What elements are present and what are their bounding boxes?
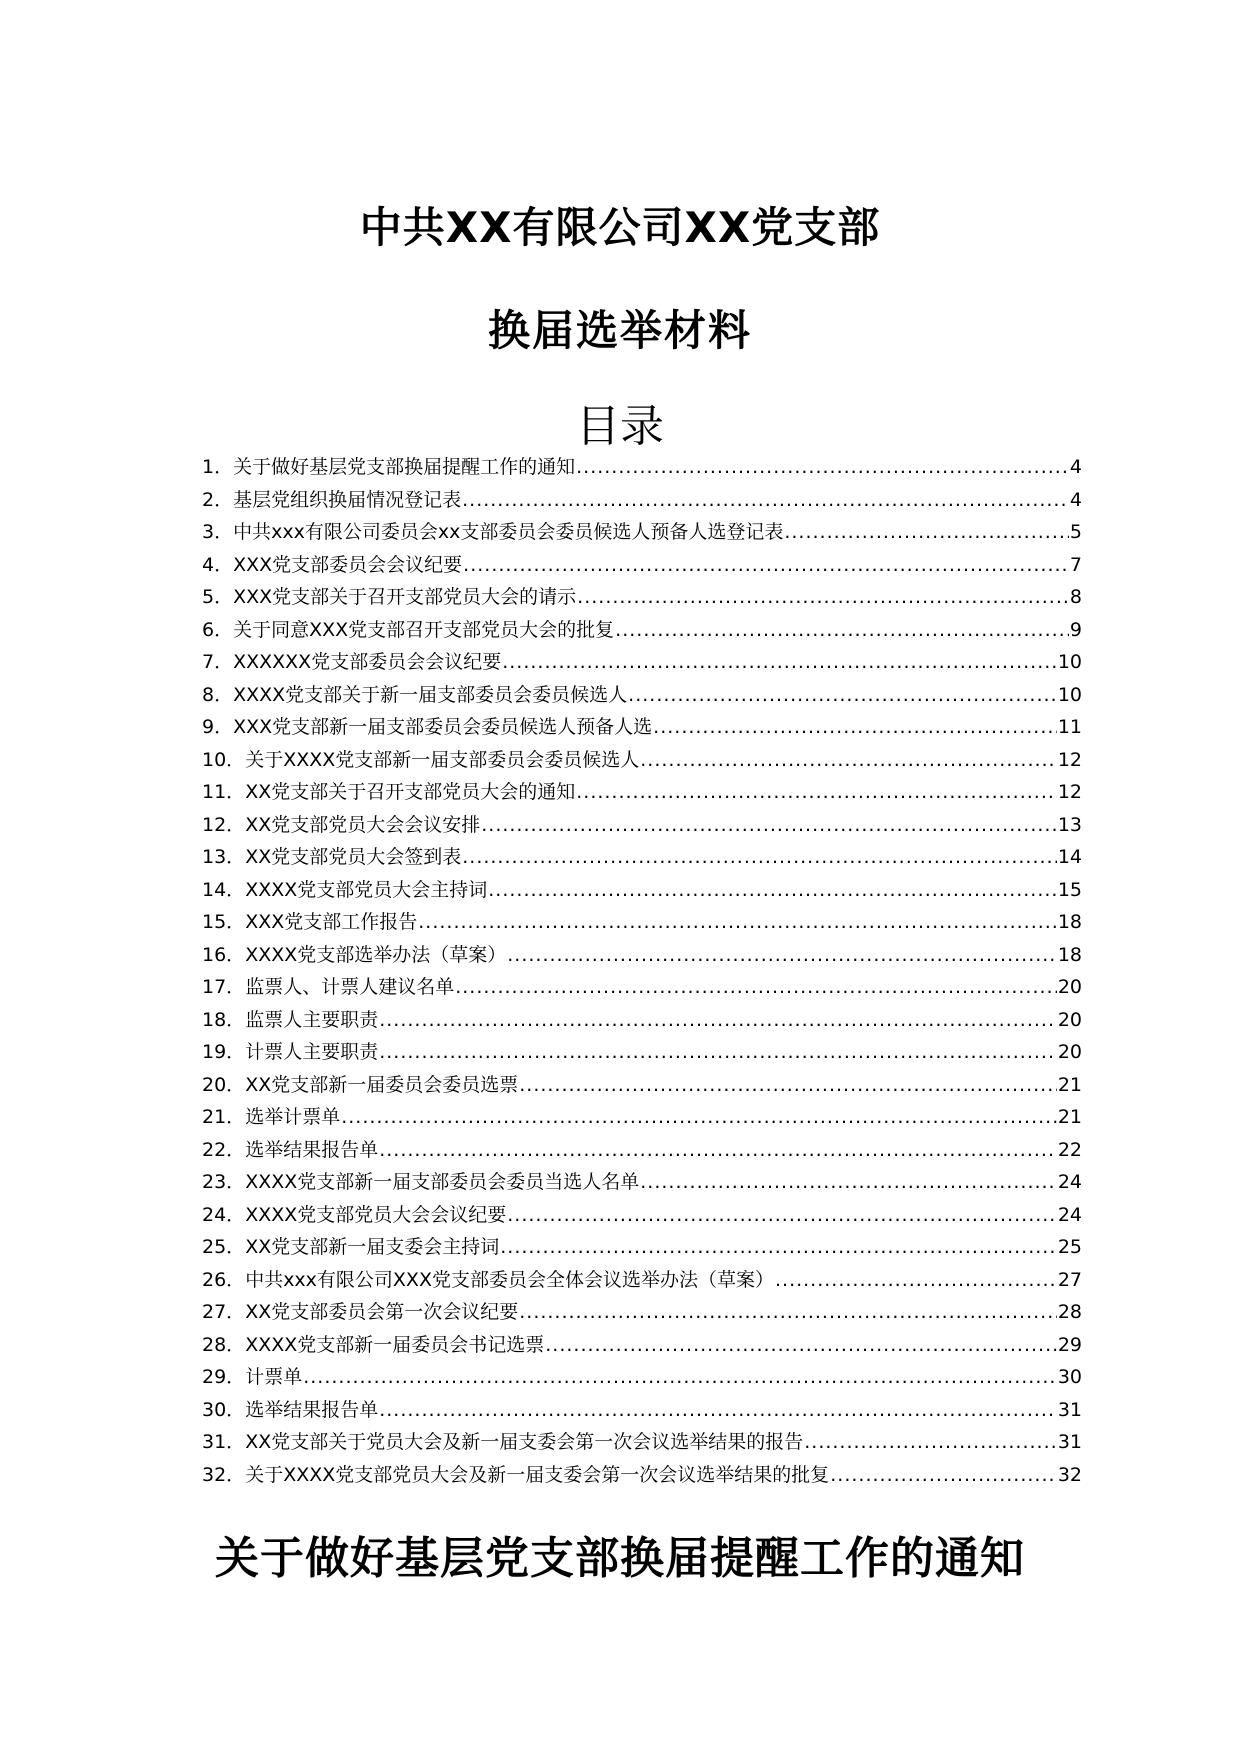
toc-leader-dots (418, 906, 1057, 939)
toc-entry-text (202, 841, 461, 874)
toc-entry-page-number: 10 (1057, 651, 1082, 673)
toc-entry-page-number: 18 (1057, 943, 1082, 966)
toc-entry-label: 选举计票单 (245, 1106, 341, 1128)
toc-leader-dots (628, 679, 1057, 712)
toc-entry-text (202, 1329, 544, 1362)
toc-entry-label: XXXX党支部党员大会会议纪要 (245, 1203, 507, 1226)
toc-entry-label: 计票人主要职责 (245, 1041, 379, 1063)
toc-entry-page-number: 5 (1069, 521, 1082, 543)
toc-entry-page-number: 20 (1057, 1041, 1082, 1063)
toc-leader-dots (379, 1004, 1057, 1037)
section-heading: 关于做好基层党支部换届提醒工作的通知 (215, 1533, 1025, 1584)
toc-entry-page-number: 8 (1069, 586, 1082, 608)
toc-leader-dots (502, 646, 1057, 679)
toc-leader-dots (379, 1394, 1057, 1427)
toc-leader-dots (507, 1199, 1057, 1232)
toc-leader-dots (455, 971, 1057, 1004)
toc-entry-number: 32． (202, 1463, 246, 1486)
toc-leader-dots (784, 516, 1069, 549)
toc-entry-page-number: 7 (1069, 553, 1082, 576)
toc-entry-label: XX党支部新一届支委会主持词 (245, 1236, 500, 1258)
toc-entry-label: 基层党组织换届情况登记表 (233, 488, 462, 511)
toc-entry-label: 中共xxx有限公司XXX党支部委员会全体会议选举办法（草案） (245, 1268, 774, 1291)
toc-entry-text (202, 1036, 378, 1069)
toc-entry-text (202, 451, 575, 484)
toc-entry[interactable] (202, 1101, 1082, 1134)
toc-entry-text (202, 1264, 774, 1297)
toc-entry-page-number: 32 (1057, 1463, 1082, 1486)
toc-entry-page-number: 27 (1057, 1268, 1082, 1291)
toc-leader-dots (341, 1101, 1057, 1134)
toc-entry-label: XXX党支部工作报告 (245, 911, 418, 933)
toc-entry-page-number: 10 (1057, 683, 1082, 706)
toc-leader-dots (576, 451, 1069, 484)
table-of-contents (202, 451, 1082, 1491)
toc-entry[interactable] (202, 516, 1082, 549)
toc-entry-text (202, 1069, 518, 1102)
toc-entry-number: 3． (202, 521, 234, 543)
toc-entry-page-number: 22 (1057, 1138, 1082, 1161)
toc-entry-number: 6． (202, 618, 234, 641)
toc-entry-text (202, 711, 652, 744)
toc-entry-label: XX党支部关于召开支部党员大会的通知 (245, 781, 576, 803)
toc-entry-label: XX党支部党员大会签到表 (245, 846, 462, 868)
toc-entry-number: 19． (202, 1041, 246, 1063)
toc-entry-text (202, 516, 783, 549)
toc-entry-text (202, 874, 487, 907)
toc-entry-text (202, 776, 575, 809)
toc-entry-number: 16． (202, 943, 246, 966)
toc-entry-label: XXX党支部新一届支部委员会委员候选人预备人选 (233, 716, 653, 738)
toc-entry-text (202, 1134, 378, 1167)
toc-entry-label: 选举结果报告单 (245, 1398, 379, 1421)
toc-entry-label: XX党支部关于党员大会及新一届支委会第一次会议选举结果的报告 (245, 1431, 804, 1453)
toc-entry-label: 关于XXXX党支部新一届支部委员会委员候选人 (245, 748, 640, 771)
toc-entry-text (202, 1296, 518, 1329)
toc-leader-dots (303, 1361, 1057, 1394)
toc-entry-page-number: 24 (1057, 1203, 1082, 1226)
toc-entry[interactable] (202, 1264, 1082, 1297)
toc-entry[interactable] (202, 679, 1082, 712)
toc-entry[interactable] (202, 744, 1082, 777)
toc-leader-dots (379, 1134, 1057, 1167)
toc-entry-number: 10． (202, 748, 246, 771)
toc-entry-number: 26． (202, 1268, 246, 1291)
toc-leader-dots (519, 1069, 1057, 1102)
toc-entry[interactable] (202, 1036, 1082, 1069)
toc-entry-label: 选举结果报告单 (245, 1138, 379, 1161)
toc-leader-dots (830, 1459, 1057, 1492)
toc-entry-page-number: 18 (1057, 911, 1082, 933)
toc-entry-label: 关于XXXX党支部党员大会及新一届支委会第一次会议选举结果的批复 (245, 1463, 830, 1486)
toc-entry-number: 31． (202, 1431, 246, 1453)
toc-leader-dots (462, 841, 1057, 874)
toc-leader-dots (640, 744, 1057, 777)
toc-entry-text (202, 1361, 302, 1394)
toc-leader-dots (379, 1036, 1057, 1069)
toc-entry[interactable] (202, 484, 1082, 517)
toc-entry-label: XX党支部党员大会会议安排 (245, 813, 481, 836)
toc-entry-number: 22． (202, 1138, 246, 1161)
toc-entry-label: XXXX党支部选举办法（草案） (245, 943, 507, 966)
toc-entry-page-number: 15 (1057, 878, 1082, 901)
document-subtitle: 换届选举材料 (487, 306, 752, 355)
toc-entry-label: XXX党支部委员会会议纪要 (233, 553, 463, 576)
toc-entry-text (202, 1199, 506, 1232)
toc-entry[interactable] (202, 1199, 1082, 1232)
toc-entry-number: 1． (202, 456, 234, 478)
toc-entry-text (202, 679, 627, 712)
toc-entry[interactable] (202, 906, 1082, 939)
toc-entry-number: 14． (202, 878, 246, 901)
toc-entry[interactable] (202, 1296, 1082, 1329)
toc-entry[interactable] (202, 809, 1082, 842)
toc-leader-dots (463, 549, 1069, 582)
toc-entry-number: 24． (202, 1203, 246, 1226)
toc-entry[interactable] (202, 1004, 1082, 1037)
toc-entry[interactable] (202, 711, 1082, 744)
toc-entry-label: XXXXXX党支部委员会会议纪要 (233, 651, 502, 673)
toc-entry-page-number: 31 (1057, 1398, 1082, 1421)
toc-entry-text (202, 1426, 803, 1459)
toc-entry-label: XXXX党支部关于新一届支部委员会委员候选人 (233, 683, 628, 706)
toc-entry-page-number: 29 (1057, 1333, 1082, 1356)
toc-leader-dots (481, 809, 1057, 842)
toc-entry-number: 4． (202, 553, 234, 576)
document-title: 中共XX有限公司XX党支部 (359, 203, 881, 252)
toc-entry-page-number: 14 (1057, 846, 1082, 868)
toc-entry-label: 关于做好基层党支部换届提醒工作的通知 (233, 456, 576, 478)
toc-entry[interactable] (202, 646, 1082, 679)
toc-entry[interactable] (202, 1329, 1082, 1362)
toc-entry-number: 2． (202, 488, 234, 511)
toc-entry[interactable] (202, 581, 1082, 614)
toc-entry-text (202, 646, 501, 679)
toc-title: 目录 (576, 401, 664, 452)
toc-entry-text (202, 939, 506, 972)
toc-entry-number: 7． (202, 651, 234, 673)
toc-entry-label: 计票单 (245, 1366, 303, 1388)
toc-entry[interactable] (202, 1134, 1082, 1167)
toc-entry-page-number: 20 (1057, 1008, 1082, 1031)
toc-entry-page-number: 11 (1057, 716, 1082, 738)
toc-entry-number: 9． (202, 716, 234, 738)
toc-leader-dots (775, 1264, 1057, 1297)
toc-entry[interactable] (202, 1394, 1082, 1427)
toc-entry-page-number: 21 (1057, 1106, 1082, 1128)
toc-entry-number: 8． (202, 683, 234, 706)
toc-entry-number: 15． (202, 911, 246, 933)
toc-entry[interactable] (202, 841, 1082, 874)
toc-entry[interactable] (202, 1069, 1082, 1102)
toc-entry-page-number: 25 (1057, 1236, 1082, 1258)
toc-entry-text (202, 1166, 639, 1199)
toc-entry-label: 监票人主要职责 (245, 1008, 379, 1031)
toc-entry-label: 监票人、计票人建议名单 (245, 976, 455, 998)
toc-entry-page-number: 12 (1057, 781, 1082, 803)
toc-entry-text (202, 1459, 829, 1492)
toc-entry-page-number: 12 (1057, 748, 1082, 771)
toc-entry-number: 13． (202, 846, 246, 868)
toc-entry-number: 29． (202, 1366, 246, 1388)
toc-entry-page-number: 24 (1057, 1171, 1082, 1193)
toc-entry-label: XXXX党支部党员大会主持词 (245, 878, 488, 901)
toc-entry-number: 17． (202, 976, 246, 998)
toc-entry-text (202, 1394, 378, 1427)
toc-entry-page-number: 30 (1057, 1366, 1082, 1388)
toc-entry-page-number: 4 (1069, 488, 1082, 511)
toc-entry-label: XX党支部委员会第一次会议纪要 (245, 1301, 519, 1323)
toc-entry-page-number: 21 (1057, 1073, 1082, 1096)
toc-leader-dots (488, 874, 1057, 907)
toc-entry-text (202, 581, 576, 614)
toc-entry-number: 27． (202, 1301, 246, 1323)
toc-leader-dots (500, 1231, 1057, 1264)
toc-leader-dots (640, 1166, 1057, 1199)
toc-entry-number: 11． (202, 781, 246, 803)
toc-entry-page-number: 13 (1057, 813, 1082, 836)
toc-entry-text (202, 614, 614, 647)
toc-leader-dots (804, 1426, 1057, 1459)
toc-entry[interactable] (202, 1166, 1082, 1199)
toc-entry[interactable] (202, 874, 1082, 907)
toc-entry-number: 5． (202, 586, 234, 608)
toc-entry-text (202, 484, 461, 517)
toc-entry-number: 18． (202, 1008, 246, 1031)
toc-entry-number: 25． (202, 1236, 246, 1258)
toc-entry-label: 关于同意XXX党支部召开支部党员大会的批复 (233, 618, 615, 641)
toc-entry-text (202, 906, 417, 939)
toc-entry-label: 中共xxx有限公司委员会xx支部委员会委员候选人预备人选登记表 (233, 521, 784, 543)
toc-entry[interactable] (202, 549, 1082, 582)
toc-entry-text (202, 549, 462, 582)
toc-leader-dots (577, 581, 1069, 614)
toc-leader-dots (545, 1329, 1057, 1362)
toc-entry-page-number: 31 (1057, 1431, 1082, 1453)
toc-entry-number: 20． (202, 1073, 246, 1096)
toc-entry-label: XXX党支部关于召开支部党员大会的请示 (233, 586, 577, 608)
toc-entry[interactable] (202, 1426, 1082, 1459)
toc-entry-label: XXXX党支部新一届委员会书记选票 (245, 1333, 545, 1356)
toc-entry-page-number: 4 (1069, 456, 1082, 478)
toc-entry-text (202, 971, 454, 1004)
toc-entry-label: XXXX党支部新一届支部委员会委员当选人名单 (245, 1171, 640, 1193)
toc-entry[interactable] (202, 971, 1082, 1004)
toc-entry[interactable] (202, 776, 1082, 809)
toc-leader-dots (653, 711, 1057, 744)
toc-entry-text (202, 1004, 378, 1037)
toc-leader-dots (615, 614, 1069, 647)
toc-entry-number: 12． (202, 813, 246, 836)
toc-entry-number: 21． (202, 1106, 246, 1128)
toc-entry-page-number: 28 (1057, 1301, 1082, 1323)
toc-entry-number: 28． (202, 1333, 246, 1356)
toc-entry[interactable] (202, 614, 1082, 647)
toc-entry-text (202, 1231, 499, 1264)
toc-entry[interactable] (202, 1231, 1082, 1264)
toc-entry-text (202, 809, 480, 842)
toc-leader-dots (519, 1296, 1057, 1329)
toc-entry[interactable] (202, 451, 1082, 484)
toc-entry-page-number: 9 (1069, 618, 1082, 641)
toc-entry-page-number: 20 (1057, 976, 1082, 998)
toc-leader-dots (462, 484, 1069, 517)
toc-entry[interactable] (202, 1459, 1082, 1492)
toc-entry[interactable] (202, 939, 1082, 972)
toc-entry-text (202, 1101, 340, 1134)
toc-entry-label: XX党支部新一届委员会委员选票 (245, 1073, 519, 1096)
toc-entry[interactable] (202, 1361, 1082, 1394)
toc-entry-text (202, 744, 639, 777)
toc-entry-number: 30． (202, 1398, 246, 1421)
toc-entry-number: 23． (202, 1171, 246, 1193)
toc-leader-dots (507, 939, 1057, 972)
toc-leader-dots (576, 776, 1057, 809)
